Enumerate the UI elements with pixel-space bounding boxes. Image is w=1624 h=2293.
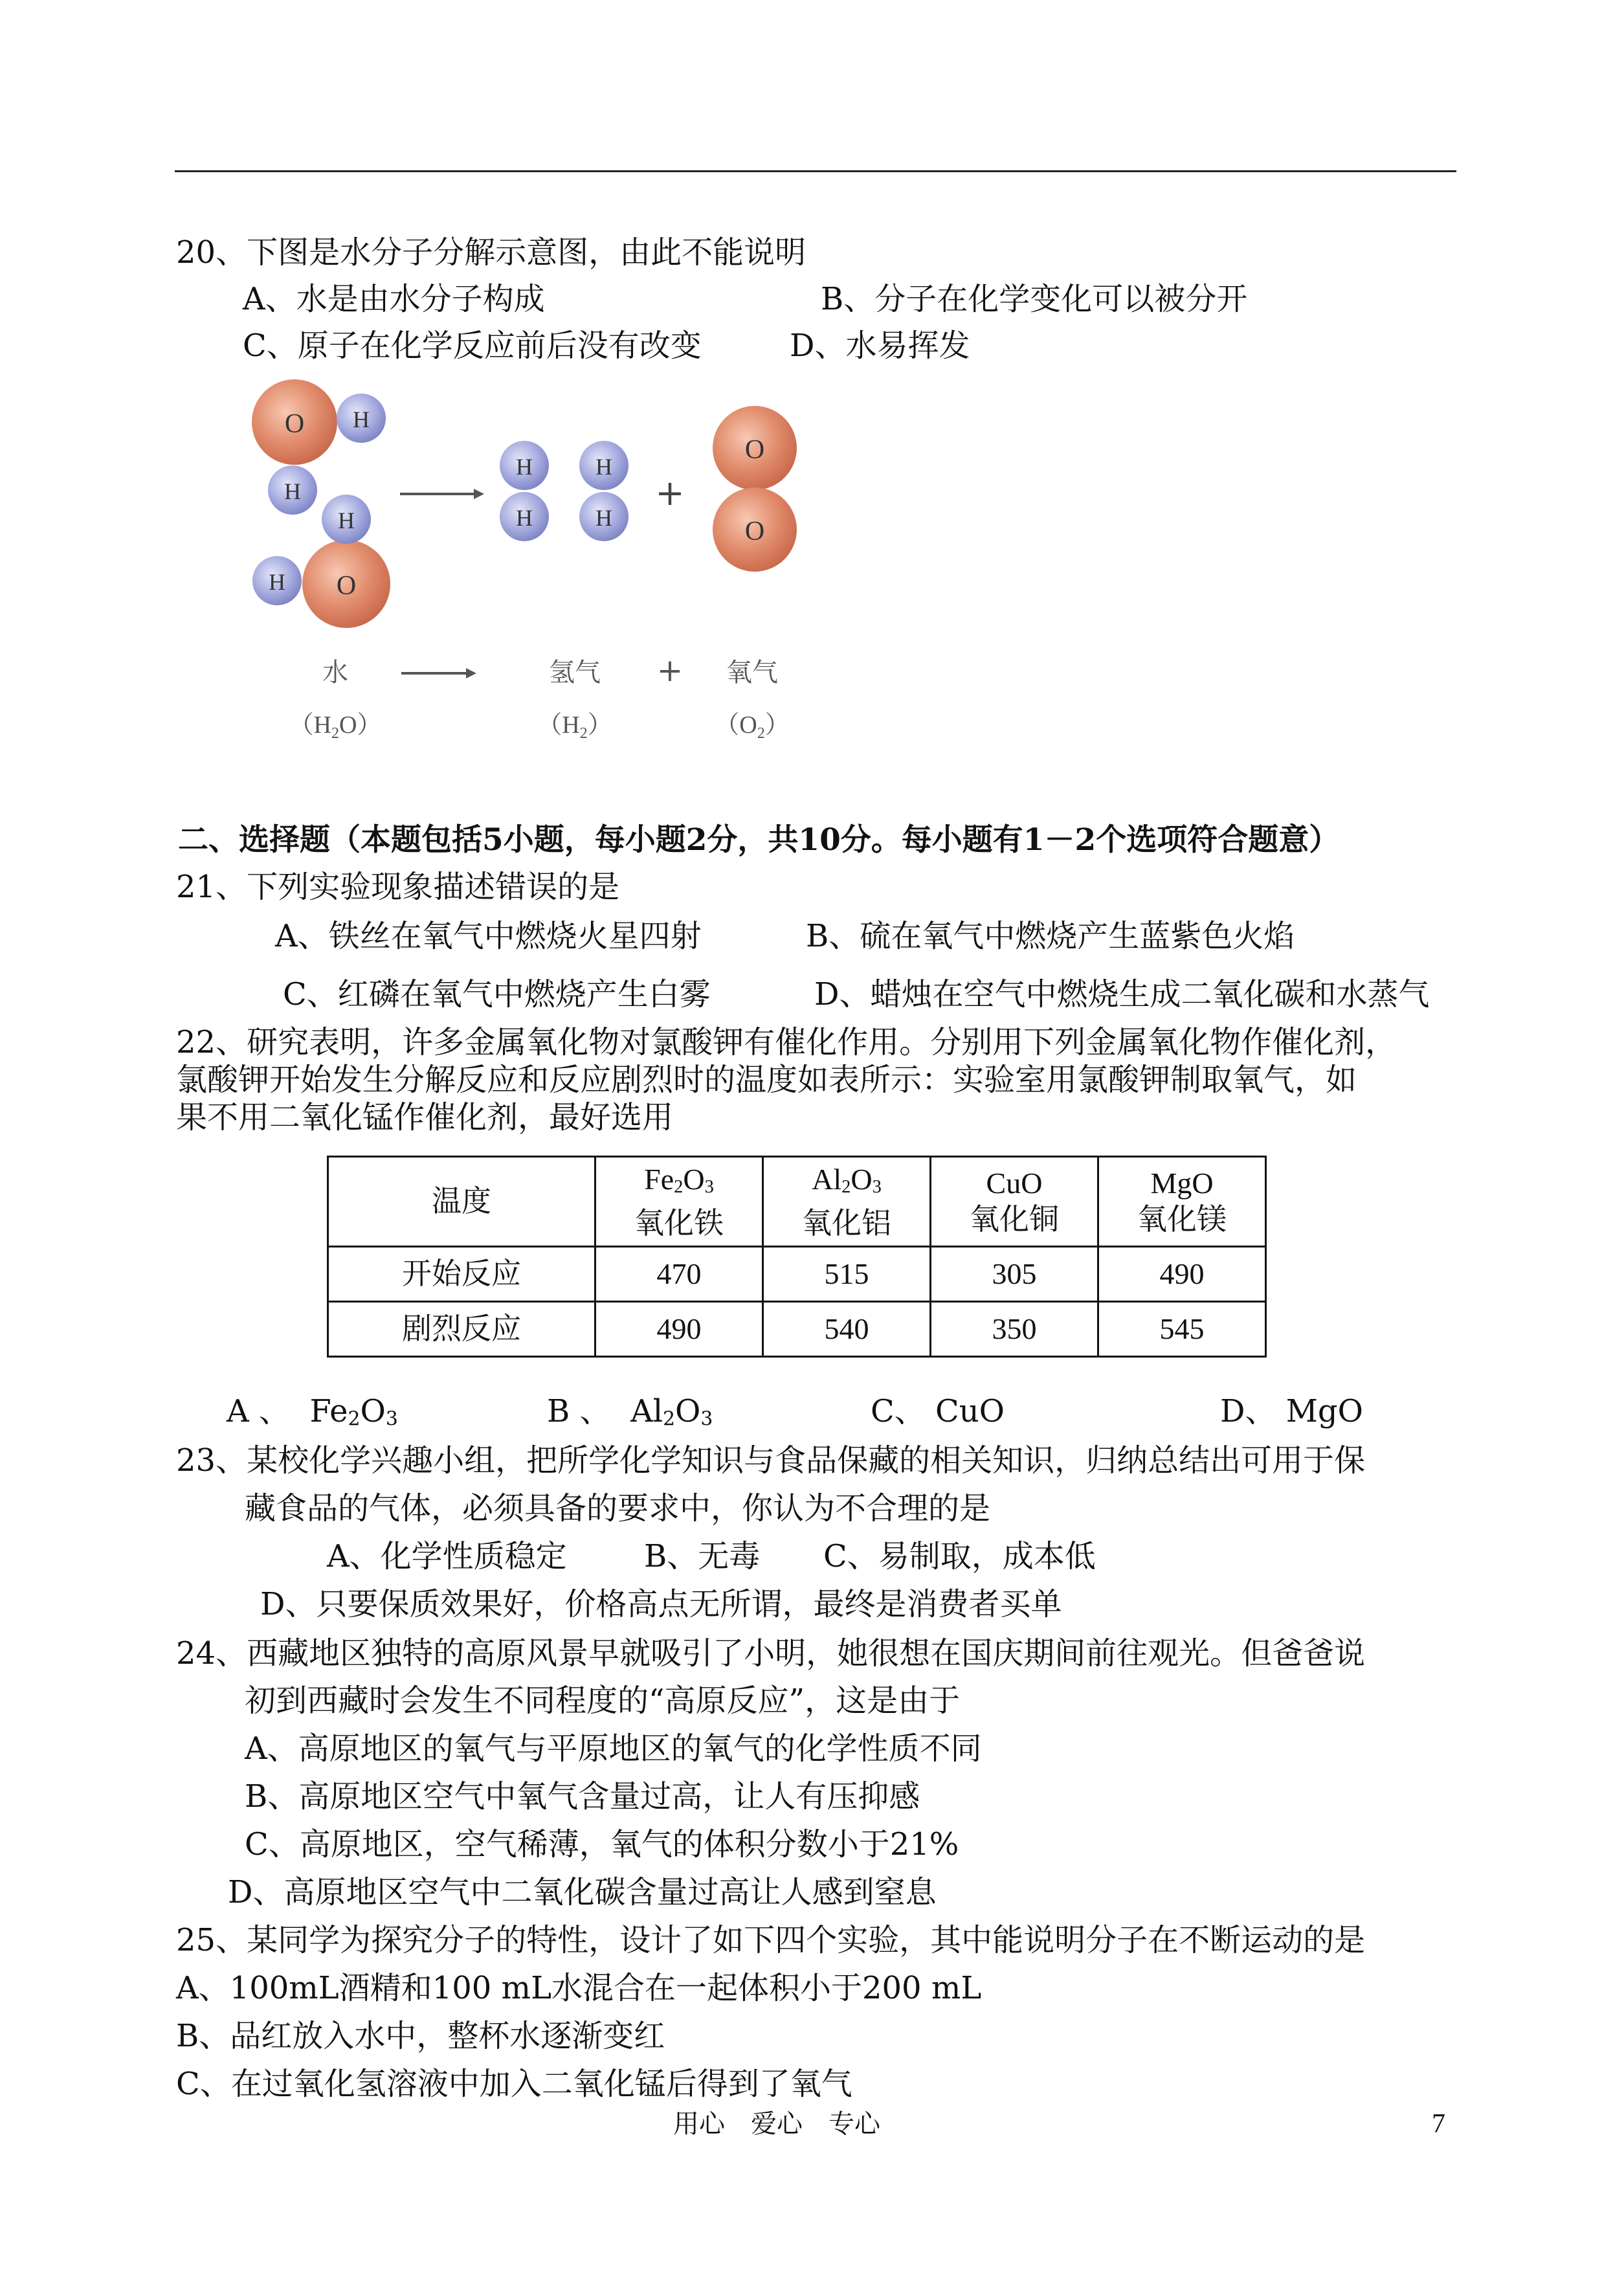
water-molecule-2 bbox=[252, 495, 390, 628]
q23-option-c: C、易制取，成本低 bbox=[823, 1538, 1096, 1574]
q21-option-a: A、铁丝在氧气中燃烧火星四射 bbox=[275, 918, 702, 954]
oxygen-formula: $(O_2)$ bbox=[715, 711, 790, 742]
hydrogen-atom-label: H bbox=[269, 569, 285, 595]
water-formula: $(H_2O)$ bbox=[289, 711, 382, 742]
page-number: 7 bbox=[1432, 2109, 1445, 2139]
table-header-mgo: MgO 氧化镁 bbox=[1098, 1157, 1266, 1247]
oxygen-atom-label: O bbox=[284, 409, 305, 439]
table-cell: 540 bbox=[763, 1302, 931, 1357]
q23-stem-line-2: 藏食品的气体，必须具备的要求中，你认为不合理的是 bbox=[245, 1490, 991, 1527]
q20-option-b: B、分子在化学变化可以被分开 bbox=[821, 281, 1248, 317]
q21-option-c: C、红磷在氧气中燃烧产生白雾 bbox=[283, 976, 711, 1012]
q20-option-c: C、原子在化学反应前后没有改变 bbox=[243, 328, 702, 364]
water-molecule-1 bbox=[252, 379, 386, 515]
q22-option-a: A 、 $Fe_2O_3$ bbox=[227, 1393, 398, 1431]
reaction-arrow-icon bbox=[400, 489, 484, 499]
table-cell: 545 bbox=[1098, 1302, 1266, 1357]
table-header-fe2o3: $Fe_2O_3$ 氧化铁 bbox=[595, 1157, 763, 1247]
q24-option-b: B、高原地区空气中氧气含量过高，让人有压抑感 bbox=[245, 1778, 920, 1815]
table-cell: 350 bbox=[931, 1302, 1098, 1357]
table-row bbox=[328, 1302, 1266, 1357]
table-cell: 490 bbox=[595, 1302, 763, 1357]
catalyst-temperature-table bbox=[327, 1156, 1267, 1358]
q21-option-d: D、蜡烛在空气中燃烧生成二氧化碳和水蒸气 bbox=[814, 976, 1430, 1012]
section-2-heading: 二、选择题（本题包括5小题，每小题2分，共10分。每小题有1－2个选项符合题意） bbox=[178, 822, 1340, 858]
oxygen-atom-label: O bbox=[336, 571, 357, 601]
q23-option-b: B、无毒 bbox=[644, 1538, 761, 1574]
oxygen-name: 氧气 bbox=[726, 658, 778, 688]
table-row-label: 开始反应 bbox=[328, 1247, 595, 1302]
table-header-al2o3: $Al_2O_3$ 氧化铝 bbox=[763, 1157, 931, 1247]
hydrogen-atom-label: H bbox=[284, 478, 301, 504]
table-header-cuo: CuO 氧化铜 bbox=[931, 1157, 1098, 1247]
water-name: 水 bbox=[322, 658, 348, 688]
hydrogen-formula: $(H_2)$ bbox=[537, 711, 612, 742]
q24-option-d: D、高原地区空气中二氧化碳含量过高让人感到窒息 bbox=[228, 1874, 937, 1910]
q23-stem-line-1: 23、某校化学兴趣小组，把所学化学知识与食品保藏的相关知识，归纳总结出可用于保 bbox=[176, 1442, 1366, 1479]
plus-sign: + bbox=[655, 473, 685, 513]
hydrogen-molecules bbox=[500, 441, 628, 541]
q25-option-c: C、在过氧化氢溶液中加入二氧化锰后得到了氧气 bbox=[176, 2066, 852, 2102]
q20-option-d: D、水易挥发 bbox=[790, 328, 970, 364]
q24-stem-line-2: 初到西藏时会发生不同程度的“高原反应”，这是由于 bbox=[245, 1683, 961, 1719]
q25-option-b: B、品红放入水中，整杯水逐渐变红 bbox=[176, 2018, 665, 2054]
q23-option-d: D、只要保质效果好，价格高点无所谓，最终是消费者买单 bbox=[260, 1586, 1062, 1622]
word-arrow-icon bbox=[401, 668, 476, 678]
word-plus-sign: + bbox=[656, 653, 684, 689]
q20-option-a: A、水是由水分子构成 bbox=[243, 281, 545, 317]
table-cell: 305 bbox=[931, 1247, 1098, 1302]
hydrogen-atom-label: H bbox=[338, 508, 355, 533]
q24-option-a: A、高原地区的氧气与平原地区的氧气的化学性质不同 bbox=[245, 1730, 982, 1767]
oxygen-atom-label: O bbox=[744, 435, 765, 465]
q23-option-a: A、化学性质稳定 bbox=[327, 1538, 567, 1574]
q25-stem: 25、某同学为探究分子的特性，设计了如下四个实验，其中能说明分子在不断运动的是 bbox=[176, 1922, 1366, 1958]
oxygen-atom-label: O bbox=[744, 517, 765, 546]
hydrogen-atom-label: H bbox=[516, 454, 533, 480]
table-cell: 515 bbox=[763, 1247, 931, 1302]
hydrogen-atom-label: H bbox=[353, 407, 370, 432]
hydrogen-atom-label: H bbox=[595, 454, 612, 480]
q25-option-a: A、100mL酒精和100 mL水混合在一起体积小于200 mL bbox=[176, 1970, 982, 2006]
header-rule bbox=[175, 170, 1456, 172]
q22-option-c: C、 CuO bbox=[871, 1393, 1005, 1429]
q22-option-b: B 、 $Al_2O_3$ bbox=[547, 1393, 713, 1431]
water-decomposition-diagram bbox=[239, 375, 809, 764]
hydrogen-atom-label: H bbox=[516, 505, 533, 531]
footer-motto: 用心 爱心 专心 bbox=[673, 2109, 880, 2139]
table-cell: 470 bbox=[595, 1247, 763, 1302]
table-row bbox=[328, 1247, 1266, 1302]
q22-stem-line-2: 氯酸钾开始发生分解反应和反应剧烈时的温度如表所示：实验室用氯酸钾制取氧气，如 bbox=[176, 1062, 1357, 1098]
q24-stem-line-1: 24、西藏地区独特的高原风景早就吸引了小明，她很想在国庆期间前往观光。但爸爸说 bbox=[176, 1635, 1366, 1672]
q24-option-c: C、高原地区，空气稀薄，氧气的体积分数小于21% bbox=[245, 1826, 959, 1862]
q22-stem-line-3: 果不用二氧化锰作催化剂，最好选用 bbox=[176, 1099, 674, 1135]
table-row-label: 剧烈反应 bbox=[328, 1302, 595, 1357]
hydrogen-name: 氢气 bbox=[549, 658, 601, 688]
table-header-row bbox=[328, 1157, 1266, 1247]
table-cell: 490 bbox=[1098, 1247, 1266, 1302]
q20-stem: 20、下图是水分子分解示意图，由此不能说明 bbox=[176, 234, 806, 271]
q21-stem: 21、下列实验现象描述错误的是 bbox=[176, 869, 620, 905]
q22-option-d: D、 MgO bbox=[1220, 1393, 1363, 1429]
oxygen-molecule bbox=[713, 406, 797, 572]
q21-option-b: B、硫在氧气中燃烧产生蓝紫色火焰 bbox=[806, 918, 1295, 954]
q22-stem-line-1: 22、研究表明，许多金属氧化物对氯酸钾有催化作用。分别用下列金属氧化物作催化剂， bbox=[176, 1024, 1397, 1060]
table-corner-cell: 温度 bbox=[328, 1157, 595, 1247]
hydrogen-atom-label: H bbox=[595, 505, 612, 531]
